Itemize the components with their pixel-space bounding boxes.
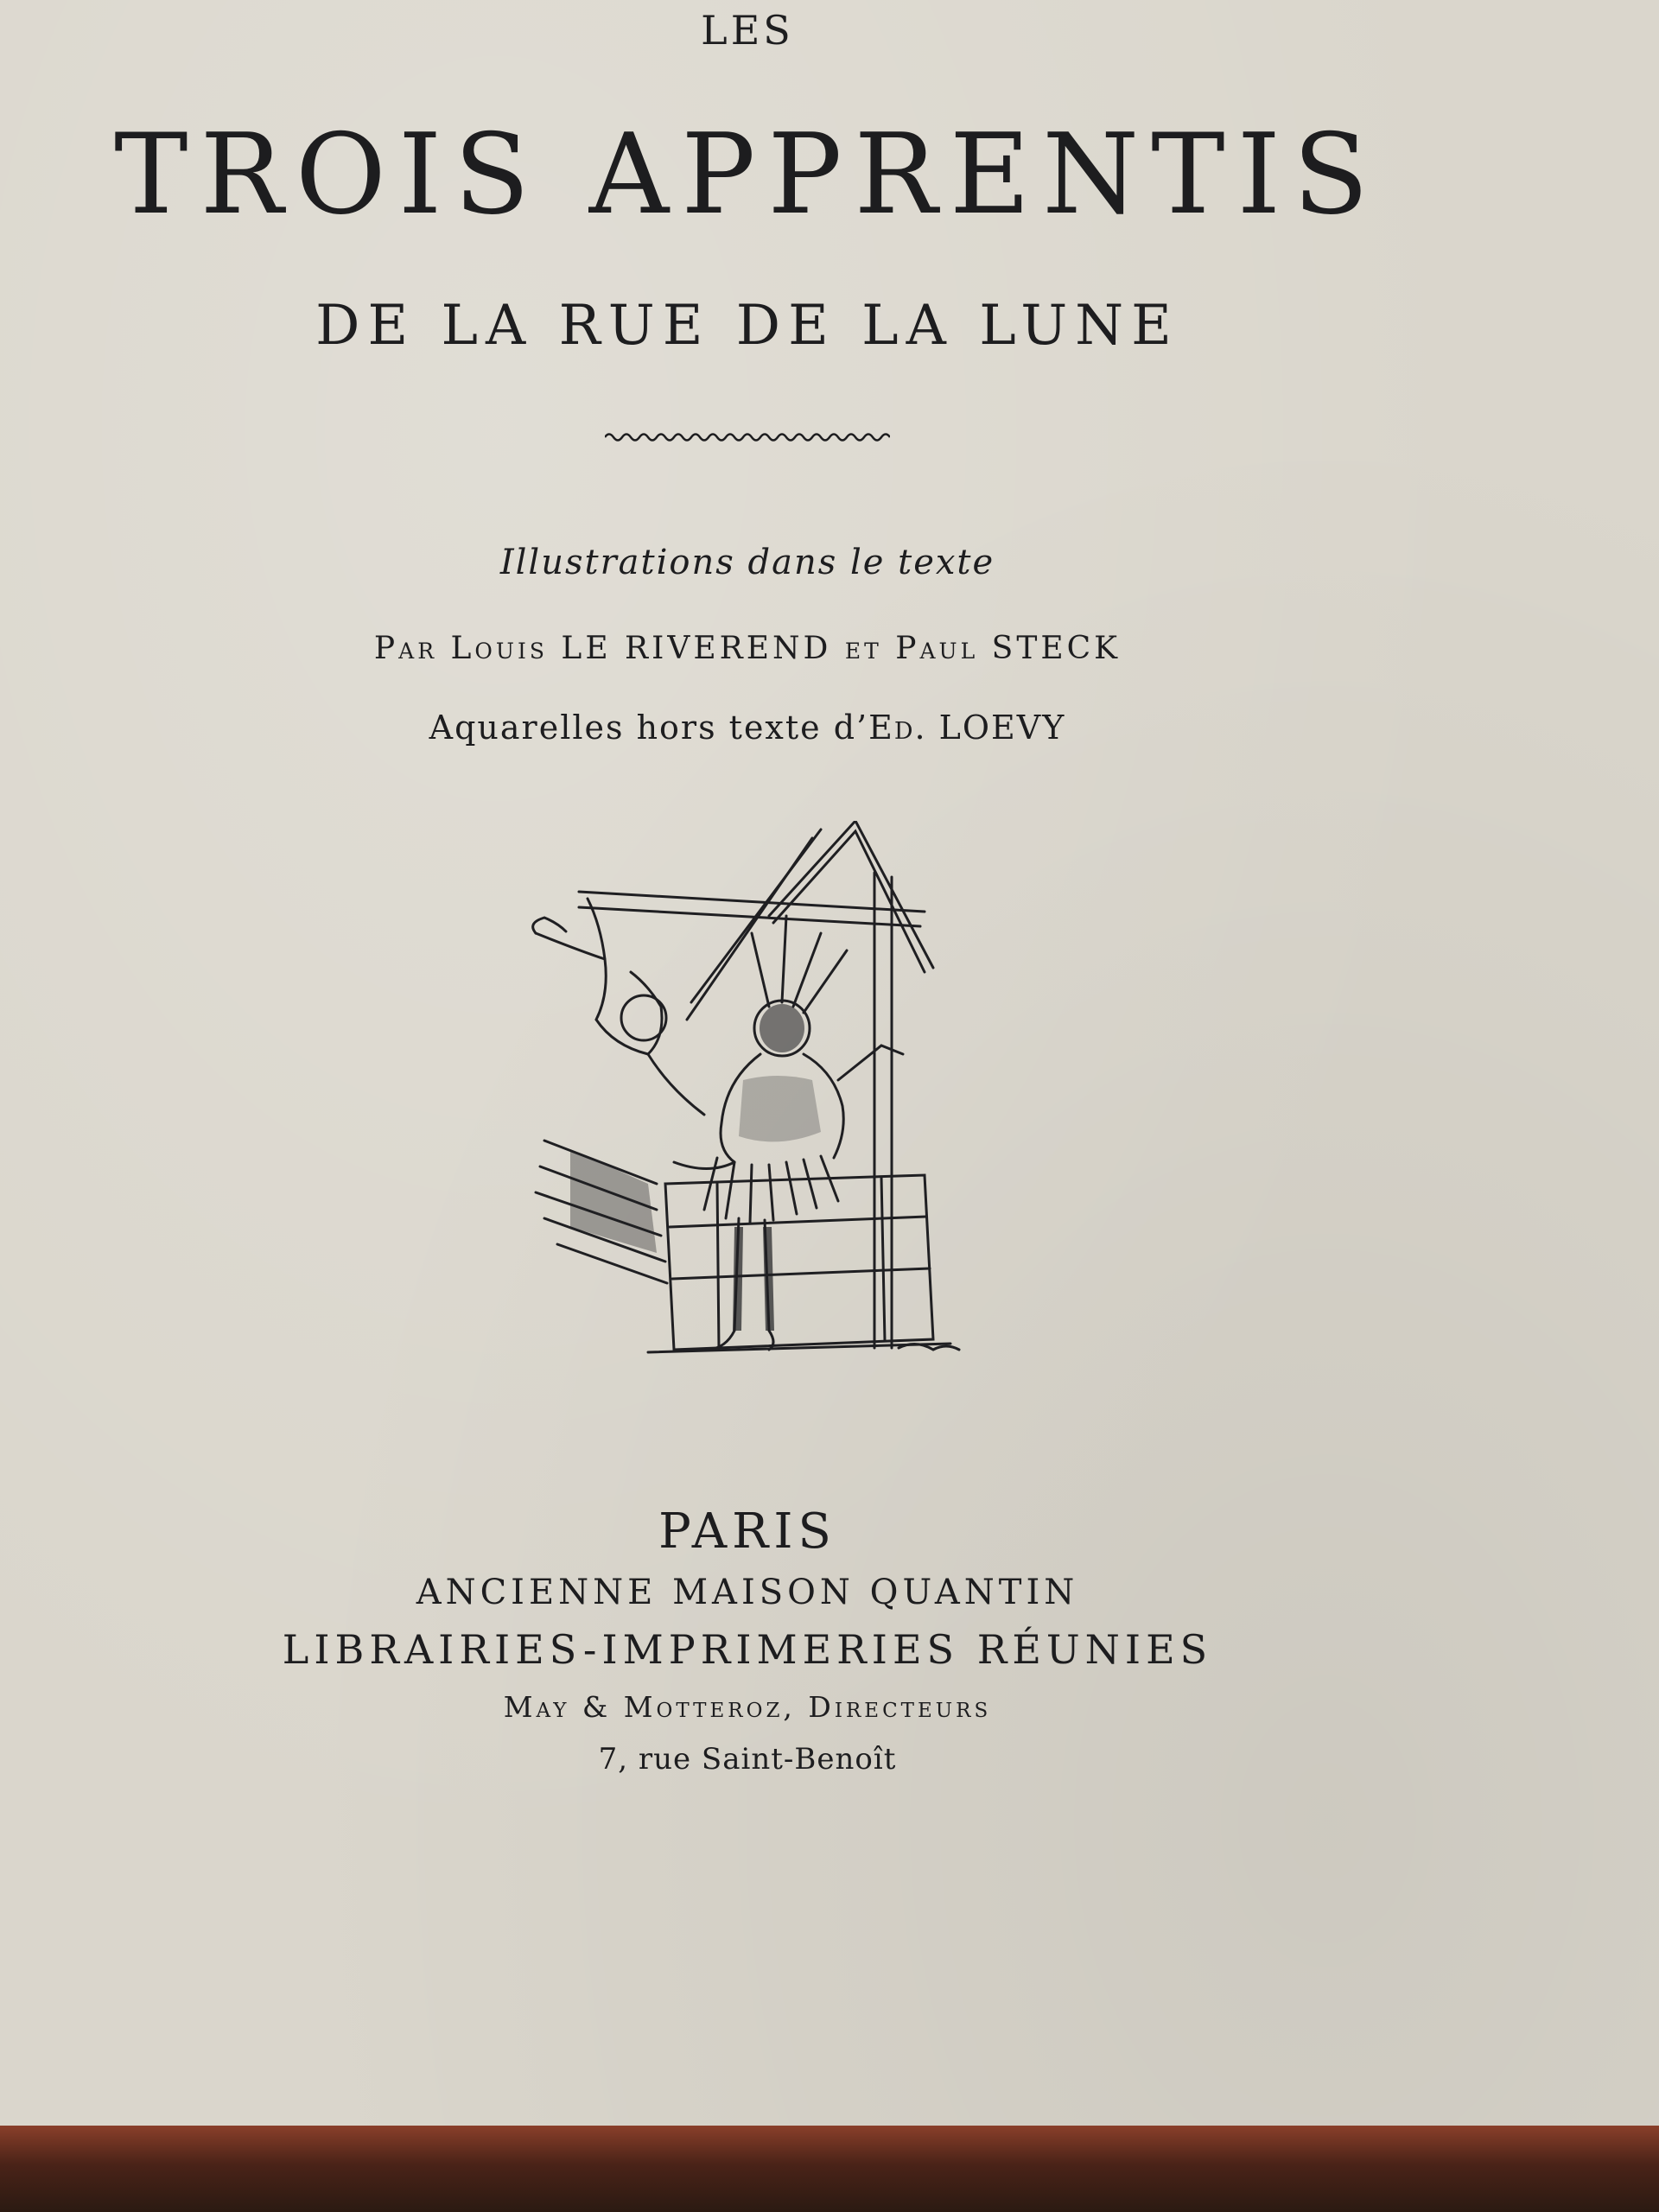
imprint-libraries: LIBRAIRIES-IMPRIMERIES RÉUNIES <box>282 1626 1213 1673</box>
engraving-illustration <box>518 821 968 1374</box>
wavy-rule-ornament <box>605 429 890 446</box>
book-title: TROIS APPRENTIS <box>114 111 1381 239</box>
credit-last-name-1: LE RIVEREND <box>561 631 832 666</box>
credit-et: et <box>844 631 882 666</box>
illustrators-credit <box>0 631 1495 666</box>
watercolors-name: LOEVY <box>938 709 1066 747</box>
imprint-city: PARIS <box>658 1503 836 1560</box>
watercolors-credit <box>0 709 1495 747</box>
credit-first-name-1: Louis <box>450 631 548 666</box>
book-subtitle: DE LA RUE DE LA LUNE <box>315 294 1179 358</box>
imprint-directors: May & Motteroz, Directeurs <box>503 1690 992 1724</box>
watercolors-ed: Ed. <box>868 709 927 747</box>
credit-par: Par <box>373 631 438 666</box>
imprint-house: ANCIENNE MAISON QUANTIN <box>416 1573 1079 1612</box>
credit-first-name-2: Paul <box>895 631 979 666</box>
book-binding-edge <box>0 2126 1659 2212</box>
illustrations-line: Illustrations dans le texte <box>499 543 995 582</box>
credit-last-name-2: STECK <box>991 631 1122 666</box>
imprint-address: 7, rue Saint-Benoît <box>598 1742 897 1777</box>
title-article: LES <box>701 7 794 54</box>
watercolors-prefix: Aquarelles hors texte d’ <box>429 709 869 747</box>
